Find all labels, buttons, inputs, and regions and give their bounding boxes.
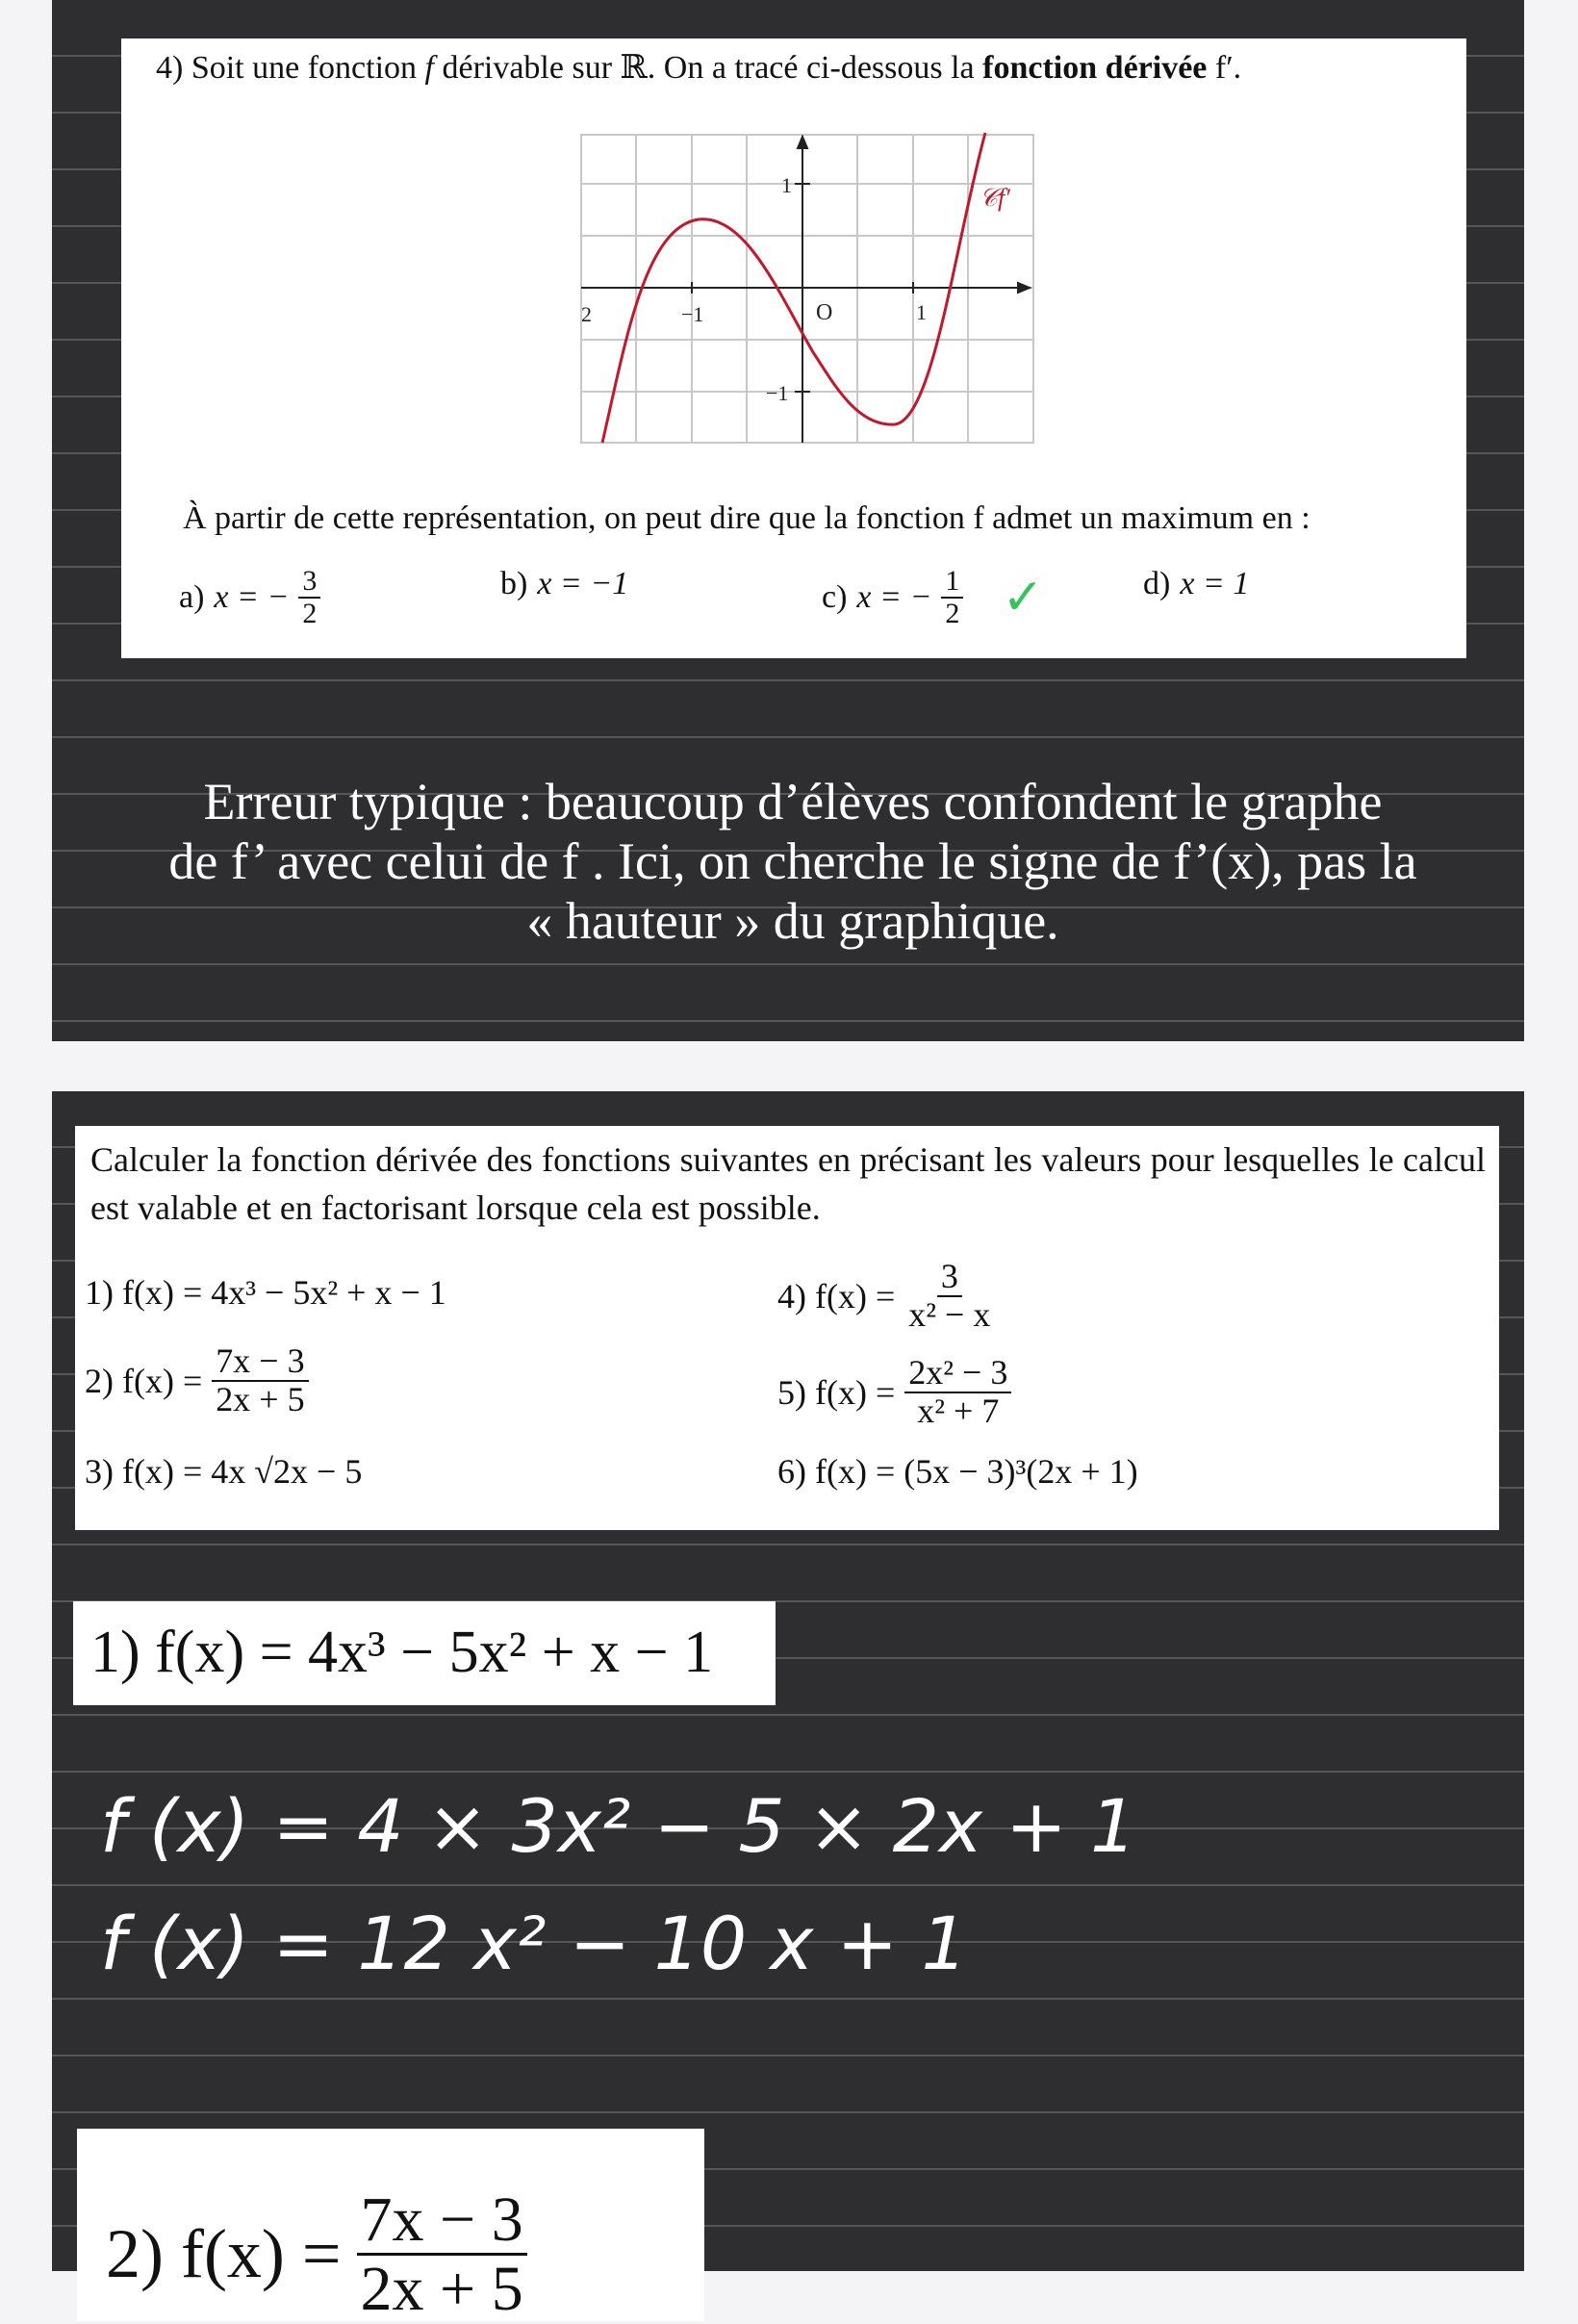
choice-c[interactable]: c) x = − $\frac{1}{2}$ ✓ [822, 565, 1044, 629]
handwritten-derivative-step-1: f (x) = 4 × 3x² − 5 × 2x + 1 [100, 1783, 1137, 1869]
exercise-instructions: Calculer la fonction dérivée des fonctions suivantes en précisant les valeurs pour lesquelles le calcul est valable et en factorisant lorsque cela est possible. [90, 1140, 1486, 1227]
exercise-item-4: 4) f(x) = $\frac{3}{\text{x² − x}}$ [777, 1259, 994, 1334]
answer-1-heading-card [73, 1601, 776, 1705]
question-4-title: 4) Soit une fonction f dérivable sur ℝ. On a tracé ci-dessous la fonction dérivée f′. [156, 50, 1242, 86]
fraction: $\frac{7x - 3}{2x + 5}$ [212, 1343, 308, 1418]
tick-label-y-1: 1 [781, 173, 792, 197]
tick-label-x-1: 1 [916, 300, 927, 324]
tick-label-y-minus1: −1 [766, 381, 789, 405]
fraction: $\frac{1}{2}$ [941, 566, 963, 628]
tick-label-x-2: 2 [581, 302, 592, 326]
fraction: $\frac{\text{2x² − 3}}{\text{x² + 7}}$ [904, 1355, 1011, 1430]
graph-axes [581, 137, 1030, 443]
handwritten-line-1 [90, 1755, 1438, 1890]
fraction: $\frac{7x - 3}{2x + 5}$ [357, 2186, 527, 2323]
curve-label: 𝒞f′ [980, 184, 1010, 212]
choice-a[interactable]: a) x = − $\frac{3}{2}$ [179, 566, 320, 628]
exercise-item-2: 2) f(x) = $\frac{7x - 3}{2x + 5}$ [85, 1343, 309, 1418]
tick-label-x-minus1: −1 [681, 302, 704, 326]
exercise-item-6: 6) f(x) = (5x − 3)³(2x + 1) [777, 1452, 1138, 1491]
exercise-item-1: 1) f(x) = 4x³ − 5x² + x − 1 [85, 1273, 446, 1312]
derivative-graph [577, 131, 1039, 448]
fraction: $\frac{3}{2}$ [298, 566, 320, 628]
origin-label: O [816, 300, 833, 325]
exercise-item-5: 5) f(x) = $\frac{\text{2x² − 3}}{\text{x² + 7}}$ [777, 1355, 1011, 1430]
question-4-sentence: À partir de cette représentation, on peut dire que la fonction f admet un maximum en : [183, 500, 1311, 536]
notebook-page-2 [52, 1091, 1524, 2324]
question-4-card [121, 38, 1466, 658]
exercise-item-3: 3) f(x) = 4x √2x − 5 [85, 1452, 363, 1491]
answer-1-heading: 1) f(x) = 4x³ − 5x² + x − 1 [90, 1620, 714, 1685]
choice-b[interactable]: b) x = −1 [500, 566, 629, 601]
handwritten-line-2 [90, 1873, 1438, 2007]
handwritten-derivative-step-2: f (x) = 12 x² − 10 x + 1 [100, 1901, 968, 1986]
fraction: $\frac{3}{\text{x² − x}}$ [908, 1257, 991, 1334]
answer-2-heading-card [77, 2129, 704, 2324]
exercise-card [75, 1126, 1499, 1530]
answer-2-heading: 2) f(x) = $\frac{7x - 3}{2x + 5}$ [106, 2186, 527, 2323]
checkmark-icon: ✓ [1002, 568, 1044, 626]
choice-d[interactable]: d) x = 1 [1143, 566, 1250, 601]
notebook-page-1 [52, 0, 1524, 1041]
typical-error-note: Erreur typique : beaucoup d’élèves confondent le graphe de f’ avec celui de f . Ici, on cherche le signe de f’(x), pas la « hauteur » du graphique. [168, 773, 1417, 950]
